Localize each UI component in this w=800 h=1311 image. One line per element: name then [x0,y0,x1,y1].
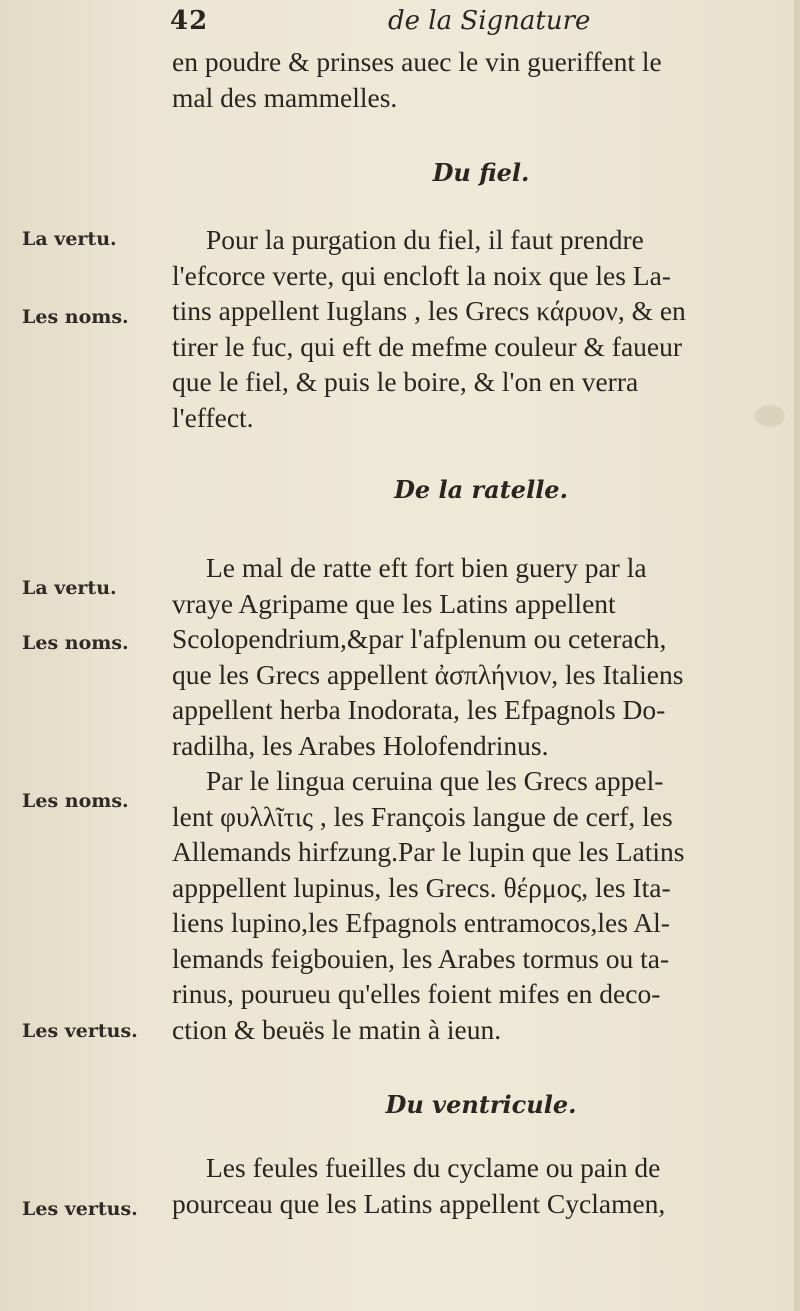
text-line: radilha, les Arabes Holofendrinus. [172,729,549,761]
margin-note: Les vertus. [22,1198,138,1220]
margin-note: La vertu. [22,228,117,250]
section-heading-ratelle: De la ratelle. [394,475,568,504]
section-heading-fiel: Du fiel. [432,158,530,187]
margin-note: Les vertus. [22,1020,138,1042]
section-heading-ventricule: Du ventricule. [385,1090,577,1119]
text-line: ction & beuës le matin à ieun. [172,1013,502,1045]
text-line: lemands feigbouien, les Arabes tormus ou ta- [172,942,670,974]
running-head [170,6,730,46]
text-line: que le fiel, & puis le boire, & l'on en verra [172,366,639,397]
ratelle-paragraph-1 [172,550,790,763]
ventricule-paragraph [172,1150,790,1221]
ratelle-paragraph-2 [172,763,790,1047]
text-line: tirer le fuc, qui eft de mefme couleur & faueur [172,330,683,362]
text-line: Les feules fueilles du cyclame ou pain de [206,1152,661,1183]
text-line: vraye Agripame que les Latins appellent [172,587,616,619]
text-line: Le mal de ratte eft fort bien guery par la [206,552,647,583]
intro-paragraph [172,44,790,115]
text-line: apppellent lupinus, les Grecs. θέρμος, les Ita- [172,871,671,903]
text-line: que les Grecs appellent ἀσπλήνιον, les Italiens [172,658,684,690]
text-line: l'effect. [172,401,254,433]
text-line: liens lupino,les Efpagnols entramocos,les Al- [172,907,670,938]
margin-note: Les noms. [22,790,129,812]
text-line: Pour la purgation du fiel, il faut prendre [206,224,644,255]
page-edge [794,0,800,1311]
text-line: lent φυλλῖτις , les François langue de cerf, les [172,800,673,832]
text-line: tins appellent Iuglans , les Grecs κάρυον, & en [172,295,686,326]
text-line: Par le lingua ceruina que les Grecs appel- [206,765,664,796]
text-line: rinus, pourueu qu'elles foient mifes en deco- [172,978,661,1009]
text-line: mal des mammelles. [172,81,398,113]
text-line: Allemands hirfzung.Par le lupin que les Latins [172,836,685,867]
margin-note: Les noms. [22,632,129,654]
margin-note: La vertu. [22,577,117,599]
page-number: 42 [170,6,209,36]
text-line: pourceau que les Latins appellent Cyclamen, [172,1187,666,1219]
text-line: Scolopendrium,&par l'afplenum ou ceterach, [172,623,667,654]
text-line: l'efcorce verte, qui encloft la noix que les La- [172,259,671,291]
margin-note: Les noms. [22,306,129,328]
text-line: en poudre & prinses auec le vin gueriffent le [172,46,662,77]
text-line: appellent herba Inodorata, les Efpagnols Do- [172,694,666,725]
running-title: de la Signature [388,6,591,36]
fiel-paragraph [172,222,790,435]
